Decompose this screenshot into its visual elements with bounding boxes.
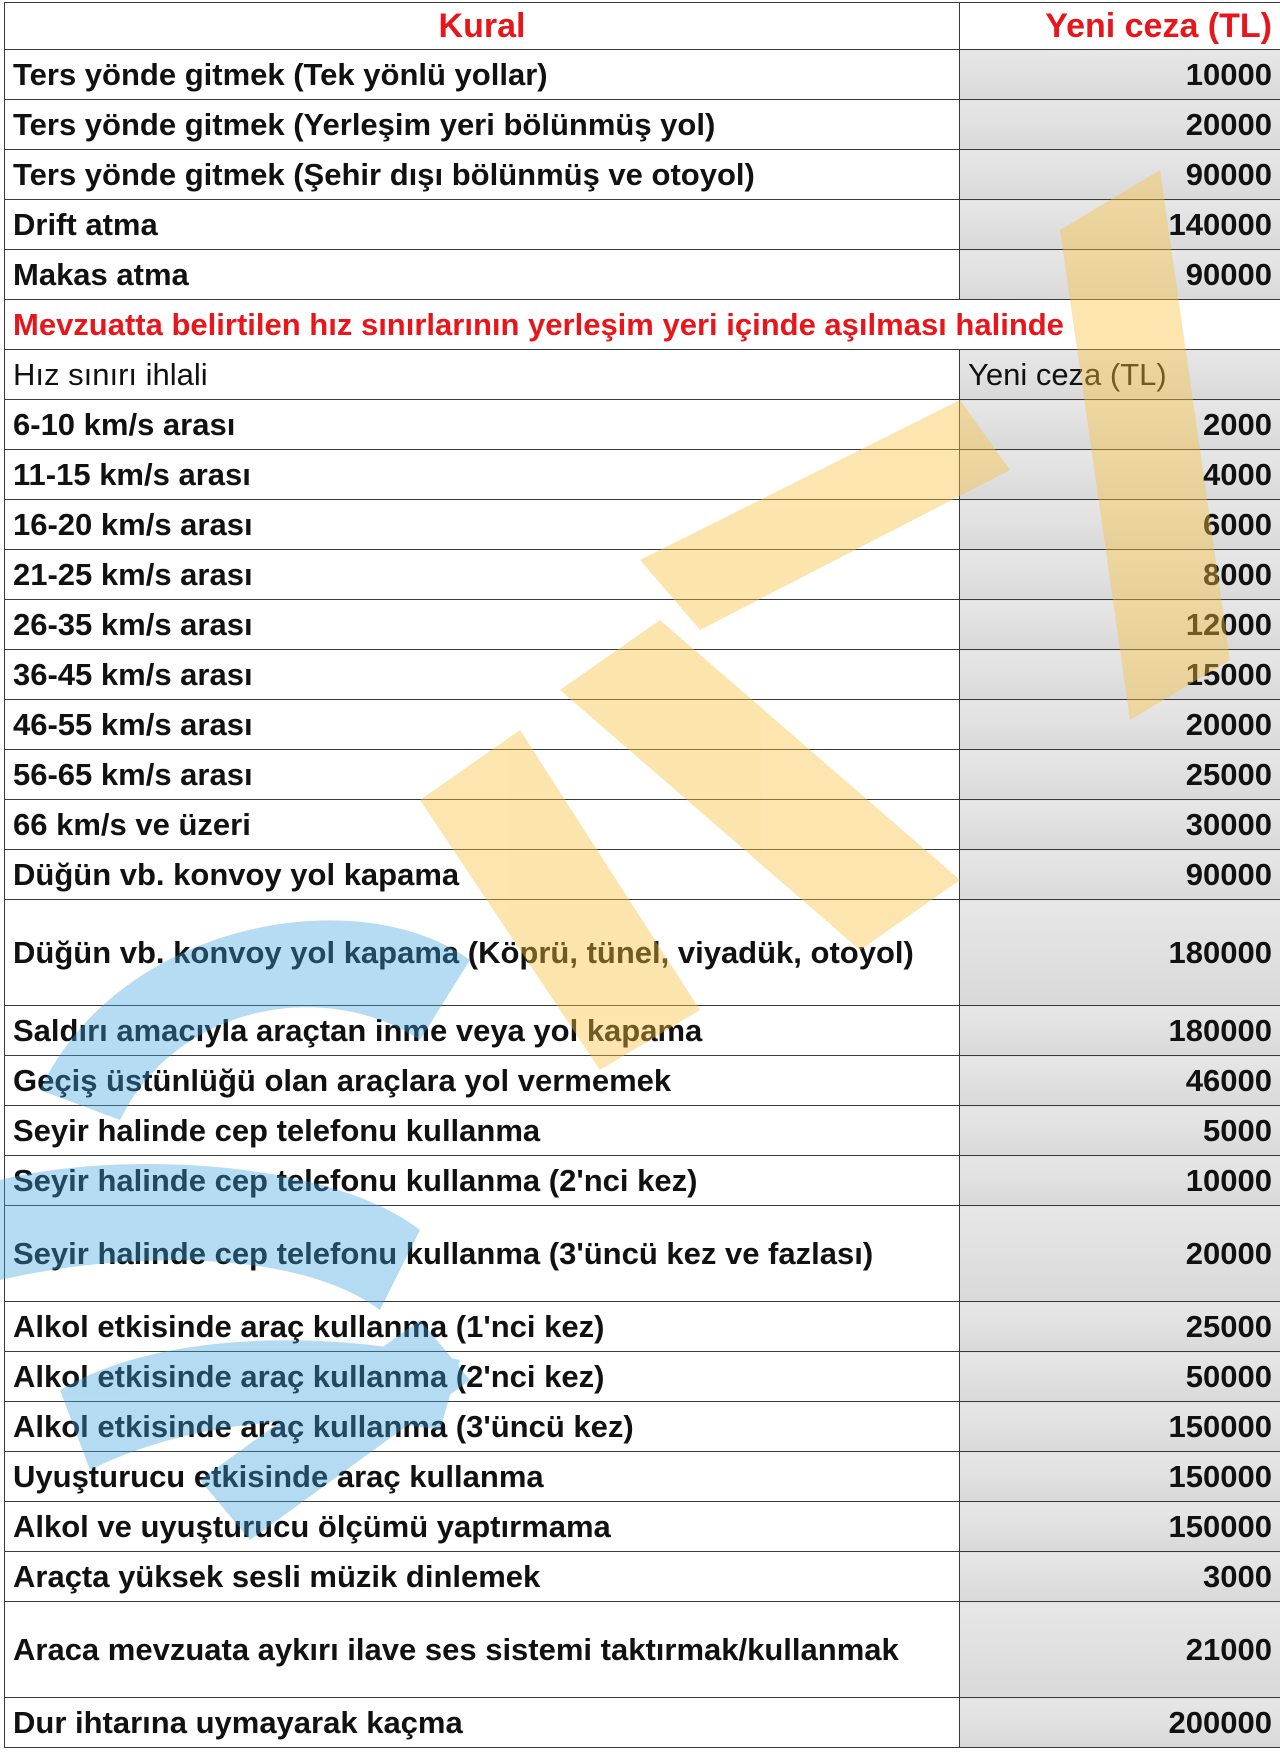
rule-cell: Saldırı amacıyla araçtan inme veya yol kapama <box>5 1006 960 1056</box>
header-row <box>5 3 1280 50</box>
header-rule: Kural <box>5 3 960 50</box>
rule-cell: Alkol etkisinde araç kullanma (3'üncü kez) <box>5 1402 960 1452</box>
table-row <box>5 550 1280 600</box>
rule-cell: Drift atma <box>5 200 960 250</box>
rule-cell: Araçta yüksek sesli müzik dinlemek <box>5 1552 960 1602</box>
rule-cell: Seyir halinde cep telefonu kullanma (2'nci kez) <box>5 1156 960 1206</box>
table-row <box>5 1552 1280 1602</box>
table-row <box>5 600 1280 650</box>
rule-cell: 6-10 km/s arası <box>5 400 960 450</box>
fine-cell: 46000 <box>960 1056 1280 1106</box>
table-row <box>5 500 1280 550</box>
fine-cell: 150000 <box>960 1502 1280 1552</box>
table-row <box>5 1006 1280 1056</box>
table-row <box>5 1352 1280 1402</box>
table-row <box>5 50 1280 100</box>
fine-cell: 15000 <box>960 650 1280 700</box>
fine-cell: 20000 <box>960 700 1280 750</box>
fine-cell: 180000 <box>960 900 1280 1006</box>
fine-cell: 200000 <box>960 1698 1280 1748</box>
rule-cell: 56-65 km/s arası <box>5 750 960 800</box>
rule-cell: Makas atma <box>5 250 960 300</box>
rule-cell: 46-55 km/s arası <box>5 700 960 750</box>
table-row <box>5 650 1280 700</box>
fine-cell: 25000 <box>960 750 1280 800</box>
fine-cell: 10000 <box>960 1156 1280 1206</box>
fine-cell: 21000 <box>960 1602 1280 1698</box>
fine-cell: 20000 <box>960 1206 1280 1302</box>
fine-cell: 90000 <box>960 150 1280 200</box>
section-title: Mevzuatta belirtilen hız sınırlarının yerleşim yeri içinde aşılması halinde <box>5 300 1280 350</box>
fine-cell: 2000 <box>960 400 1280 450</box>
rule-cell: 36-45 km/s arası <box>5 650 960 700</box>
rule-cell: Alkol ve uyuşturucu ölçümü yaptırmama <box>5 1502 960 1552</box>
table-row <box>5 1156 1280 1206</box>
rule-cell: Düğün vb. konvoy yol kapama <box>5 850 960 900</box>
fine-cell: 5000 <box>960 1106 1280 1156</box>
fine-cell: 140000 <box>960 200 1280 250</box>
table-row <box>5 1056 1280 1106</box>
rule-cell: Seyir halinde cep telefonu kullanma (3'üncü kez ve fazlası) <box>5 1206 960 1302</box>
table-row <box>5 400 1280 450</box>
table-row <box>5 700 1280 750</box>
rule-cell: 26-35 km/s arası <box>5 600 960 650</box>
rule-cell: Alkol etkisinde araç kullanma (2'nci kez) <box>5 1352 960 1402</box>
table-row <box>5 1402 1280 1452</box>
fine-cell: 3000 <box>960 1552 1280 1602</box>
table-row <box>5 150 1280 200</box>
rule-cell: Seyir halinde cep telefonu kullanma <box>5 1106 960 1156</box>
table-row <box>5 850 1280 900</box>
fine-cell: 6000 <box>960 500 1280 550</box>
rule-cell: 16-20 km/s arası <box>5 500 960 550</box>
fine-cell: 4000 <box>960 450 1280 500</box>
table-row <box>5 200 1280 250</box>
rule-cell: 11-15 km/s arası <box>5 450 960 500</box>
rule-cell: Araca mevzuata aykırı ilave ses sistemi taktırmak/kullanmak <box>5 1602 960 1698</box>
table-row <box>5 1502 1280 1552</box>
subheader-rule: Hız sınırı ihlali <box>5 350 960 400</box>
fine-cell: 150000 <box>960 1402 1280 1452</box>
table-row <box>5 450 1280 500</box>
rule-cell: Düğün vb. konvoy yol kapama (Köprü, tünel, viyadük, otoyol) <box>5 900 960 1006</box>
section-row <box>5 300 1280 350</box>
rule-cell: Geçiş üstünlüğü olan araçlara yol vermemek <box>5 1056 960 1106</box>
rule-cell: 21-25 km/s arası <box>5 550 960 600</box>
table-row <box>5 1302 1280 1352</box>
table-row <box>5 1206 1280 1302</box>
fine-cell: 30000 <box>960 800 1280 850</box>
table-row <box>5 1452 1280 1502</box>
fine-cell: 180000 <box>960 1006 1280 1056</box>
fine-cell: 90000 <box>960 250 1280 300</box>
fine-cell: 20000 <box>960 100 1280 150</box>
subheader-fine: Yeni ceza (TL) <box>960 350 1280 400</box>
rule-cell: Ters yönde gitmek (Tek yönlü yollar) <box>5 50 960 100</box>
fine-cell: 150000 <box>960 1452 1280 1502</box>
fine-cell: 10000 <box>960 50 1280 100</box>
fine-cell: 50000 <box>960 1352 1280 1402</box>
fine-cell: 90000 <box>960 850 1280 900</box>
rule-cell: Uyuşturucu etkisinde araç kullanma <box>5 1452 960 1502</box>
table-row <box>5 900 1280 1006</box>
rule-cell: Alkol etkisinde araç kullanma (1'nci kez) <box>5 1302 960 1352</box>
table-row <box>5 100 1280 150</box>
fine-cell: 25000 <box>960 1302 1280 1352</box>
table-row <box>5 800 1280 850</box>
table-row <box>5 1602 1280 1698</box>
table-row <box>5 1698 1280 1748</box>
table-row <box>5 1106 1280 1156</box>
fine-cell: 8000 <box>960 550 1280 600</box>
fines-table <box>4 2 1280 1748</box>
table-row <box>5 750 1280 800</box>
fine-cell: 12000 <box>960 600 1280 650</box>
rule-cell: Ters yönde gitmek (Yerleşim yeri bölünmüş yol) <box>5 100 960 150</box>
header-fine: Yeni ceza (TL) <box>960 3 1280 50</box>
subheader-row <box>5 350 1280 400</box>
table-row <box>5 250 1280 300</box>
rule-cell: 66 km/s ve üzeri <box>5 800 960 850</box>
rule-cell: Dur ihtarına uymayarak kaçma <box>5 1698 960 1748</box>
rule-cell: Ters yönde gitmek (Şehir dışı bölünmüş ve otoyol) <box>5 150 960 200</box>
